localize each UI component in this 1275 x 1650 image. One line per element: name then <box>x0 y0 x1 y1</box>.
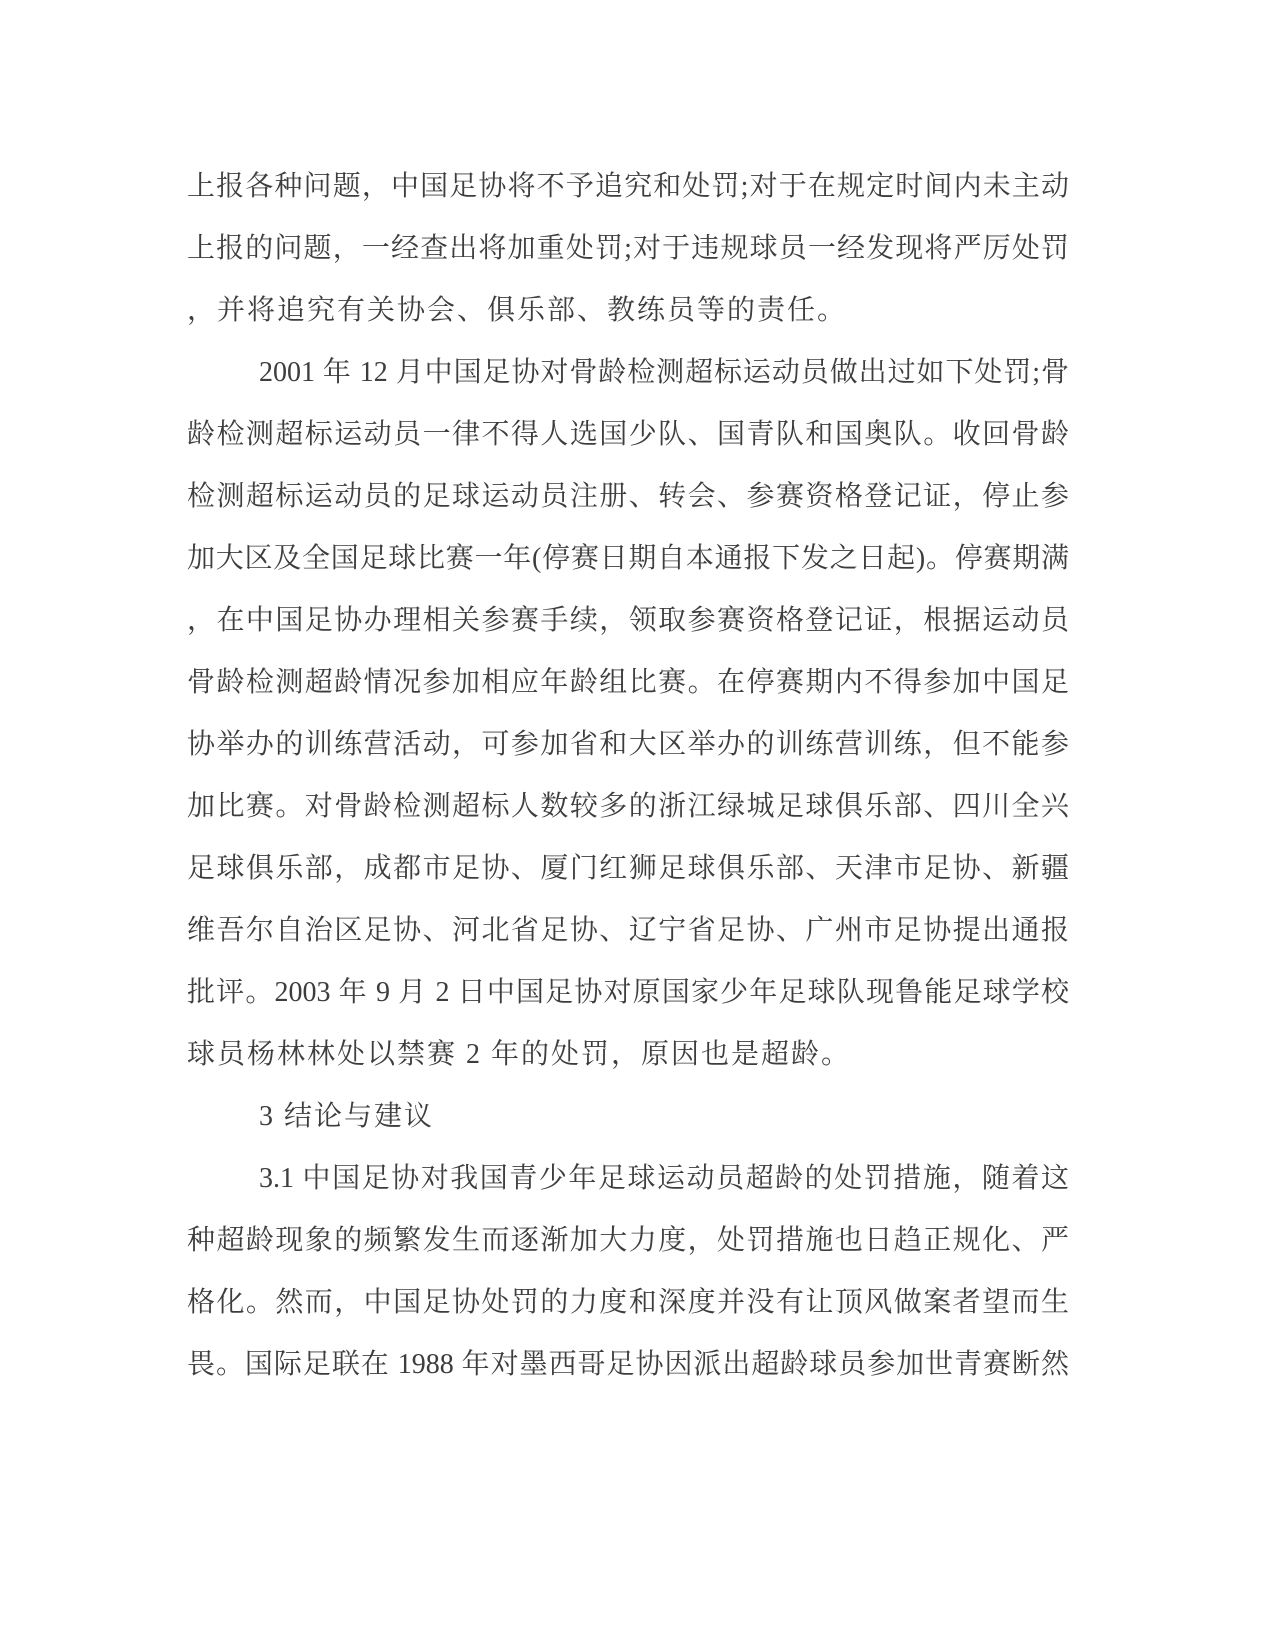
text-line: 加大区及全国足球比赛一年(停赛日期自本通报下发之日起)。停赛期满 <box>187 543 1069 574</box>
paragraph <box>187 156 1069 342</box>
text-line: 格化。然而，中国足协处罚的力度和深度并没有让顶风做案者望而生 <box>187 1287 1069 1318</box>
text-line: 上报各种问题，中国足协将不予追究和处罚;对于在规定时间内未主动 <box>187 171 1069 202</box>
paragraph <box>187 342 1069 1086</box>
text-line: 2001 年 12 月中国足协对骨龄检测超标运动员做出过如下处罚;骨 <box>259 357 1069 388</box>
text-line: 3 结论与建议 <box>259 1101 435 1132</box>
text-line: 龄检测超标运动员一律不得人选国少队、国青队和国奥队。收回骨龄 <box>187 419 1069 450</box>
text-line: 加比赛。对骨龄检测超标人数较多的浙江绿城足球俱乐部、四川全兴 <box>187 791 1069 822</box>
text-line: 维吾尔自治区足协、河北省足协、辽宁省足协、广州市足协提出通报 <box>187 915 1069 946</box>
text-line: 足球俱乐部，成都市足协、厦门红狮足球俱乐部、天津市足协、新疆 <box>187 853 1069 884</box>
text-line: 批评。2003 年 9 月 2 日中国足协对原国家少年足球队现鲁能足球学校 <box>187 977 1069 1008</box>
paragraph <box>187 1086 1069 1148</box>
text-line: 检测超标运动员的足球运动员注册、转会、参赛资格登记证，停止参 <box>187 481 1069 512</box>
text-line: 协举办的训练营活动，可参加省和大区举办的训练营训练，但不能参 <box>187 729 1069 760</box>
text-line: ，并将追究有关协会、俱乐部、教练员等的责任。 <box>187 295 848 326</box>
paragraph <box>187 1148 1069 1396</box>
text-line: 上报的问题，一经查出将加重处罚;对于违规球员一经发现将严厉处罚 <box>187 233 1069 264</box>
text-line: 畏。国际足联在 1988 年对墨西哥足协因派出超龄球员参加世青赛断然 <box>187 1349 1069 1380</box>
text-line: ，在中国足协办理相关参赛手续，领取参赛资格登记证，根据运动员 <box>187 605 1069 636</box>
text-line: 3.1 中国足协对我国青少年足球运动员超龄的处罚措施，随着这 <box>259 1163 1069 1194</box>
text-line: 球员杨林林处以禁赛 2 年的处罚，原因也是超龄。 <box>187 1039 852 1070</box>
text-line: 种超龄现象的频繁发生而逐渐加大力度，处罚措施也日趋正规化、严 <box>187 1225 1069 1256</box>
text-block <box>187 156 1069 1396</box>
text-line: 骨龄检测超龄情况参加相应年龄组比赛。在停赛期内不得参加中国足 <box>187 667 1069 698</box>
